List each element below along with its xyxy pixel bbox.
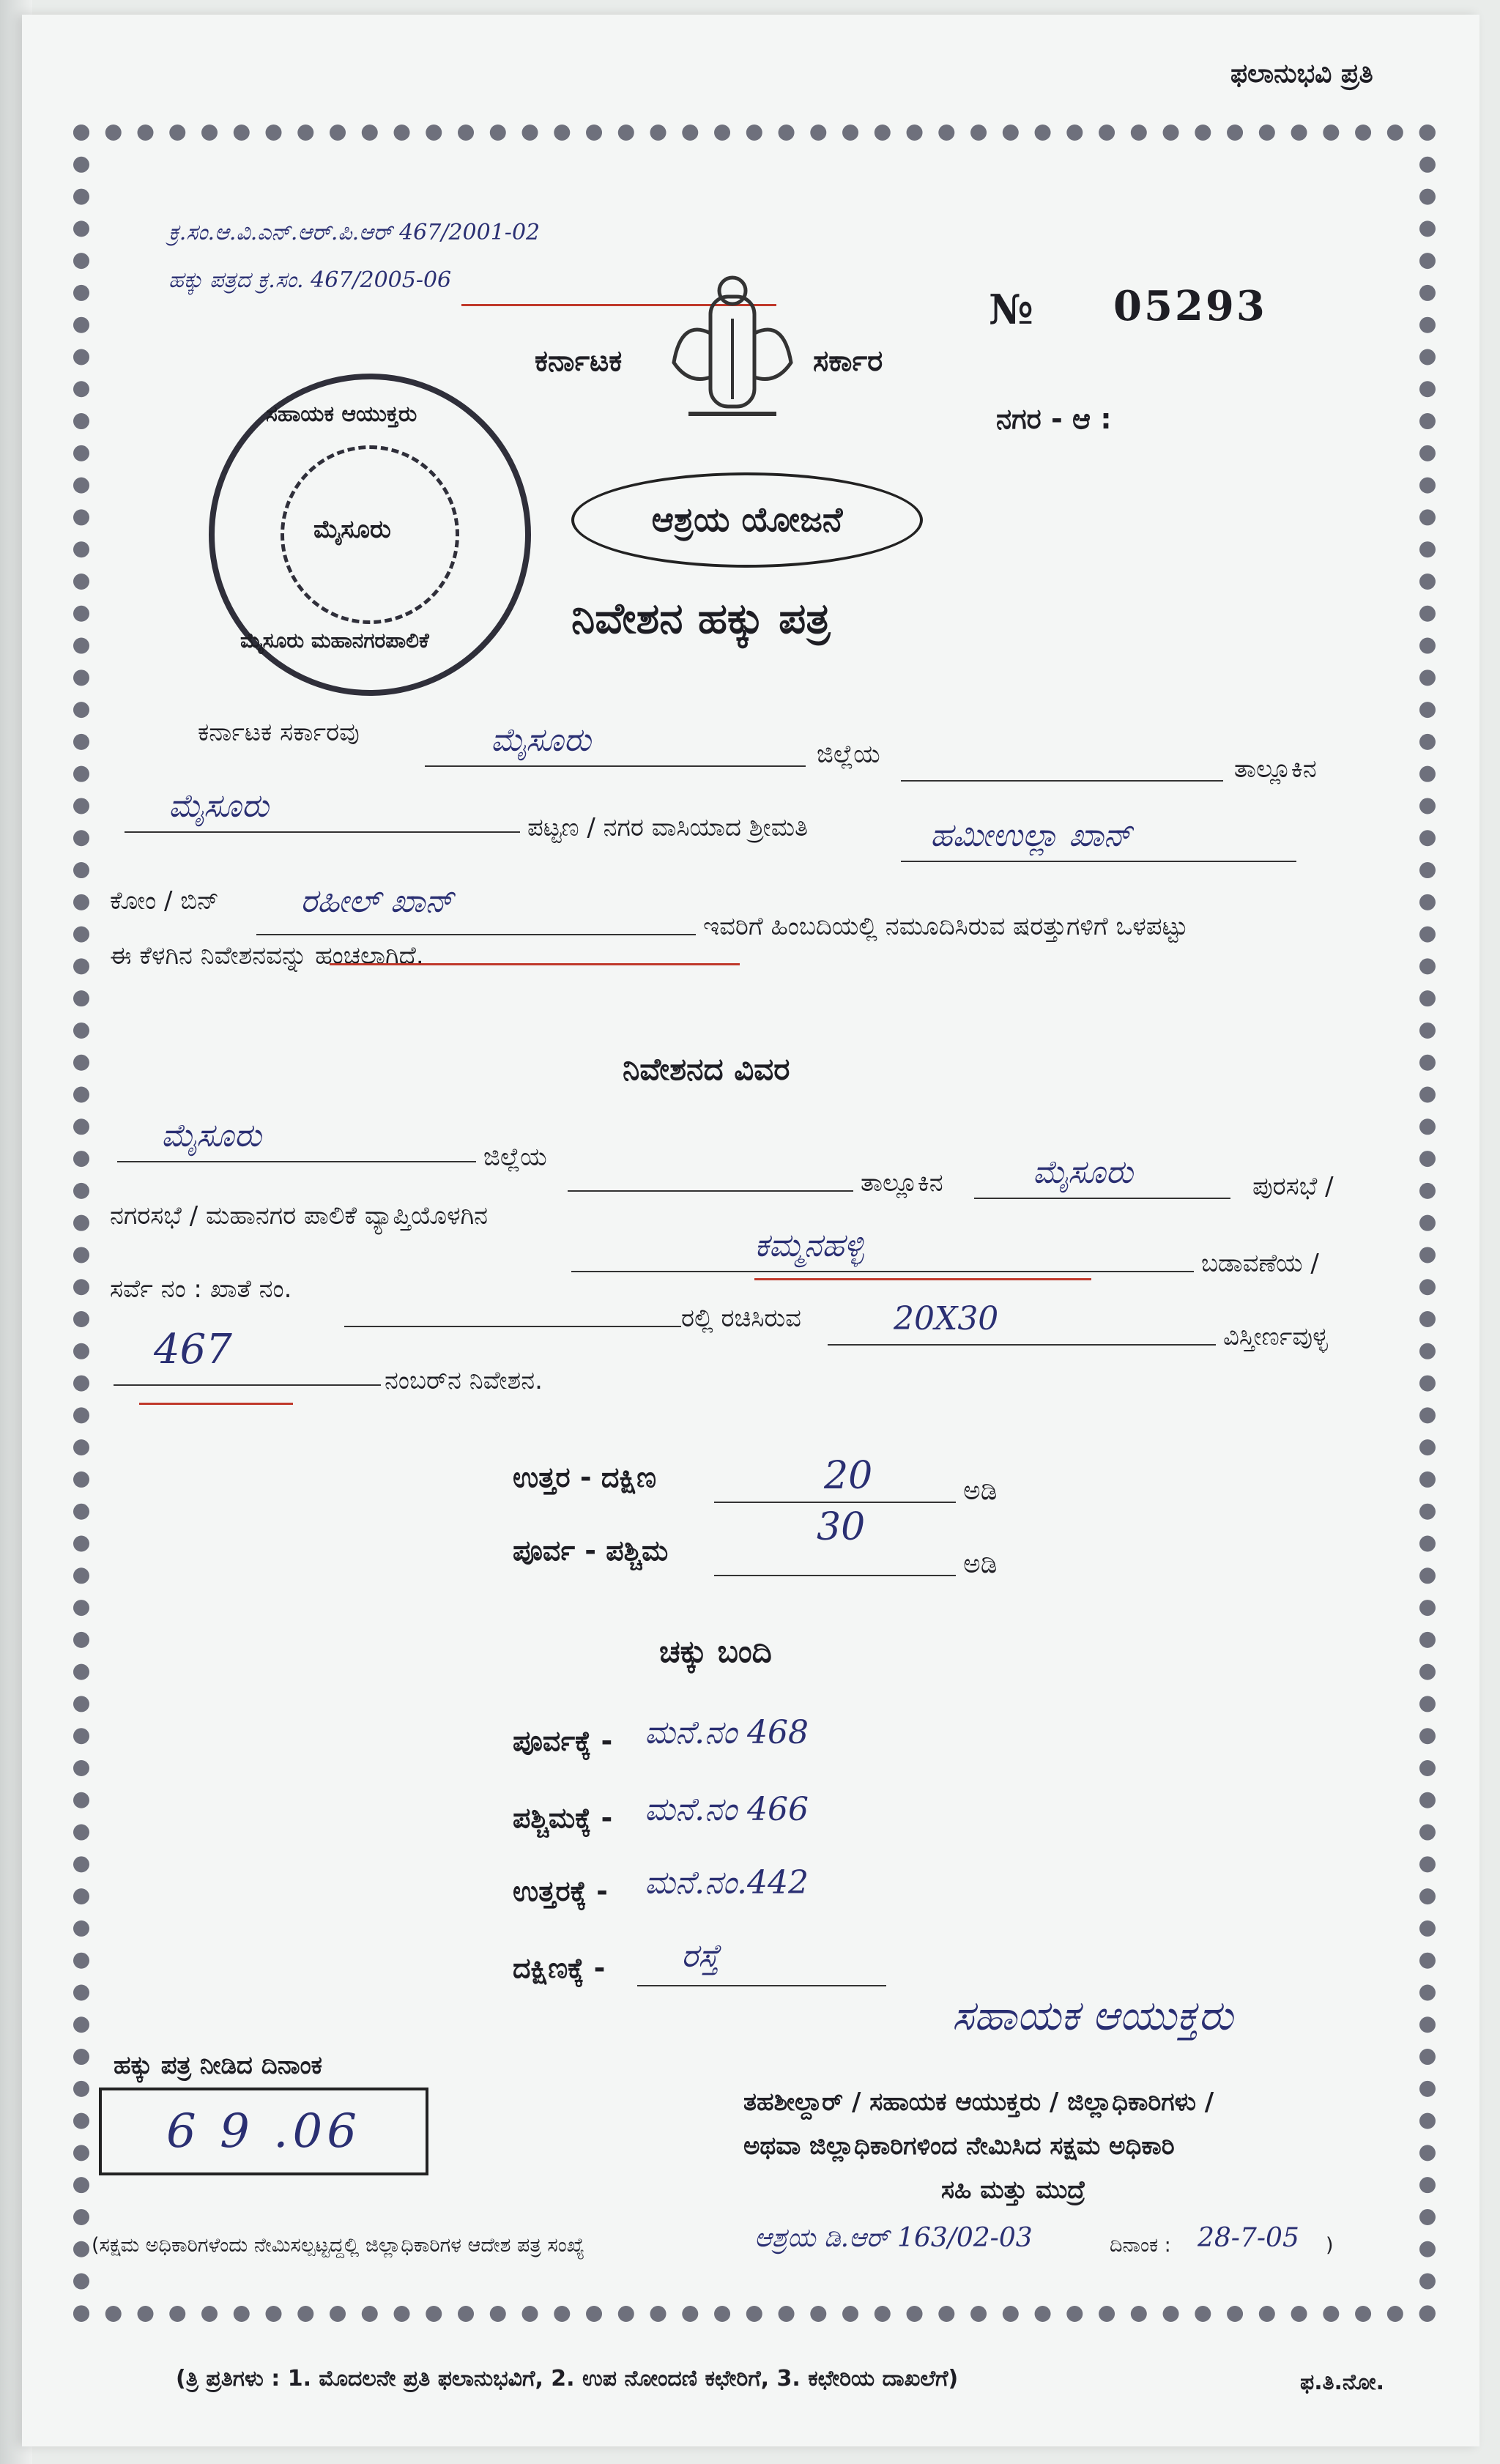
north-south-line	[714, 1502, 956, 1503]
order-number: ಆಶ್ರಯ ಡಿ.ಆರ್ 163/02-03	[754, 2223, 1033, 2253]
para-line1-b: ಜಿಲ್ಲೆಯ	[817, 740, 880, 769]
site-taluk-blank-line	[568, 1190, 853, 1192]
gov-left-text: ಕರ್ನಾಟಕ	[535, 344, 623, 378]
north-south-label: ಉತ್ತರ - ದಕ್ಷಿಣ	[513, 1461, 657, 1493]
gov-right-text: ಸರ್ಕಾರ	[813, 344, 883, 378]
city-label: ನಗರ - ಆ :	[996, 403, 1112, 435]
number-symbol: №	[989, 286, 1033, 334]
east-west-unit: ಅಡಿ	[963, 1549, 998, 1579]
issue-date-box	[99, 2088, 428, 2175]
beneficiary-name: ಹಮೀಉಲ್ಲಾ ಖಾನ್	[930, 817, 1132, 854]
site-district-line	[117, 1161, 476, 1162]
east-boundary-label: ಪೂರ್ವಕ್ಕೆ -	[513, 1725, 613, 1757]
district-field-line	[425, 765, 806, 767]
layout-value: ಕಮ್ಮನಹಳ್ಳಿ	[754, 1227, 864, 1264]
para-line4: ಈ ಕೆಳಗಿನ ನಿವೇಶನವನ್ನು ಹಂಚಲಾಗಿದೆ.	[110, 941, 424, 971]
karnataka-emblem-icon	[667, 275, 798, 431]
site-line1-b: ತಾಲ್ಲೂಕಿನ	[861, 1168, 943, 1198]
layout-field-line	[571, 1271, 1194, 1272]
east-west-label: ಪೂರ್ವ - ಪಶ್ಚಿಮ	[513, 1535, 669, 1567]
site-line1-c: ಪುರಸಭೆ /	[1252, 1172, 1334, 1201]
document-title: ನಿವೇಶನ ಹಕ್ಕು ಪತ್ರ	[571, 593, 831, 643]
east-boundary-value: ಮನೆ.ನಂ 468	[645, 1714, 809, 1751]
taluk-field-line	[901, 780, 1223, 782]
site-line4-a: ನಂಬರ್‌ನ ನಿವೇಶನ.	[385, 1366, 543, 1395]
north-boundary-label: ಉತ್ತರಕ್ಕೆ -	[513, 1875, 608, 1907]
site-line3-a: ಸರ್ವೆ ನಂ : ಖಾತೆ ನಂ.	[110, 1274, 292, 1304]
signature-scrawl: ಸಹಾಯಕ ಆಯುಕ್ತರು	[952, 1992, 1233, 2040]
north-south-unit: ಅಡಿ	[963, 1476, 998, 1506]
para-line1-a: ಕರ್ನಾಟಕ ಸರ್ಕಾರವು	[198, 718, 360, 747]
underline	[139, 1403, 293, 1405]
west-boundary-label: ಪಶ್ಚಿಮಕ್ಕೆ -	[513, 1802, 613, 1834]
copy-label: ಫಲಾನುಭವಿ ಪ್ರತಿ	[1230, 59, 1373, 89]
site-taluk-value: ಮೈಸೂರು	[1033, 1154, 1133, 1191]
east-west-value: 30	[817, 1505, 866, 1549]
issue-date-value: 6 9 .06	[166, 2104, 361, 2159]
copies-note: (ತ್ರಿ ಪ್ರತಿಗಳು : 1. ಮೊದಲನೇ ಪ್ರತಿ ಫಲಾನುಭವಿಗೆ, 2. ಉಪ ನೋಂದಣಿ ಕಛೇರಿಗೆ, 3. ಕಛೇರಿಯ ದಾಖಲೆಗೆ)	[176, 2366, 959, 2391]
order-date-label: ದಿನಾಂಕ :	[1110, 2234, 1171, 2257]
form-code: ಫ.ತಿ.ನೋ.	[1300, 2370, 1384, 2395]
area-field-line	[828, 1344, 1216, 1346]
seal-outer-text: ಸಹಾಯಕ ಆಯುಕ್ತರು	[266, 401, 417, 427]
para-line2-a: ಪಟ್ಟಣ / ನಗರ ವಾಸಿಯಾದ ಶ್ರೀಮತಿ	[527, 813, 809, 842]
site-line1-a: ಜಿಲ್ಲೆಯ	[483, 1143, 547, 1172]
para-line3-b: ಇವರಿಗೆ ಹಿಂಬದಿಯಲ್ಲಿ ನಮೂದಿಸಿರುವ ಷರತ್ತುಗಳಿಗೆ ಒಳಪಟ್ಟು	[703, 912, 1189, 941]
west-boundary-value: ಮನೆ.ನಂ 466	[645, 1791, 809, 1828]
father-name-line	[256, 934, 696, 935]
site-line2-a: ನಗರಸಭೆ / ಮಹಾನಗರ ಪಾಲಿಕೆ ವ್ಯಾಪ್ತಿಯೊಳಗಿನ	[110, 1201, 489, 1231]
town-field-line	[125, 831, 520, 833]
district-value: ಮೈಸೂರು	[491, 721, 591, 759]
site-line3-b: ರಲ್ಲಿ ರಚಿಸಿರುವ	[681, 1304, 802, 1333]
south-boundary-label: ದಕ್ಷಿಣಕ್ಕೆ -	[513, 1952, 606, 1984]
underline	[754, 1278, 1091, 1280]
site-number-value: 467	[154, 1326, 232, 1373]
signatory-line-1: ತಹಶೀಲ್ದಾರ್ / ಸಹಾಯಕ ಆಯುಕ್ತರು / ಜಿಲ್ಲಾಧಿಕಾರಿಗಳು /	[743, 2088, 1214, 2117]
north-south-value: 20	[824, 1454, 873, 1498]
seal-center-text: ಮೈಸೂರು	[313, 515, 391, 544]
issue-date-label: ಹಕ್ಕು ಪತ್ರ ನೀಡಿದ ದಿನಾಂಕ	[114, 2051, 322, 2080]
site-details-heading: ನಿವೇಶನದ ವಿವರ	[623, 1051, 790, 1087]
town-value: ಮೈಸೂರು	[168, 787, 269, 825]
site-taluk-line	[974, 1198, 1230, 1199]
scheme-name-badge: ಆಶ್ರಯ ಯೋಜನೆ	[571, 472, 923, 568]
order-note-close: )	[1326, 2234, 1334, 2257]
south-boundary-value: ರಸ್ತೆ	[681, 1937, 720, 1975]
underline	[330, 963, 740, 965]
beneficiary-name-line	[901, 861, 1296, 862]
survey-field-line	[344, 1326, 681, 1327]
para-line3-a: ಕೋಂ / ಬಿನ್	[110, 886, 220, 916]
site-line2-b: ಬಡಾವಣೆಯ /	[1201, 1249, 1319, 1278]
reference-line-2: ಹಕ್ಕು ಪತ್ರದ ಕ್ರ.ಸಂ. 467/2005-06	[168, 267, 452, 293]
official-seal	[209, 374, 531, 696]
order-date: 28-7-05	[1198, 2223, 1299, 2253]
father-name: ರಹೀಲ್ ಖಾನ್	[300, 883, 454, 920]
reference-line-1: ಕ್ರ.ಸಂ.ಆ.ವಿ.ಎನ್.ಆರ್.ಪಿ.ಆರ್ 467/2001-02	[168, 220, 541, 245]
para-line1-c: ತಾಲ್ಲೂಕಿನ	[1234, 754, 1317, 784]
site-number-line	[114, 1384, 381, 1386]
document-page	[22, 15, 1479, 2446]
order-note-text: (ಸಕ್ಷಮ ಅಧಿಕಾರಿಗಳೆಂದು ನೇಮಿಸಲ್ಪಟ್ಟದ್ದಲ್ಲಿ ಜಿಲ್ಲಾಧಿಕಾರಿಗಳ ಆದೇಶ ಪತ್ರ ಸಂಖ್ಯೆ	[92, 2234, 585, 2257]
signatory-line-2: ಅಥವಾ ಜಿಲ್ಲಾಧಿಕಾರಿಗಳಿಂದ ನೇಮಿಸಿದ ಸಕ್ಷಮ ಅಧಿಕಾರಿ	[743, 2131, 1175, 2161]
north-boundary-value: ಮನೆ.ನಂ.442	[645, 1864, 809, 1901]
signatory-line-3: ಸಹಿ ಮತ್ತು ಮುದ್ರೆ	[941, 2175, 1086, 2205]
site-district-value: ಮೈಸೂರು	[161, 1117, 261, 1154]
site-size-value: 20X30	[894, 1300, 999, 1337]
seal-bottom-text: ಮೈಸೂರು ಮಹಾನಗರಪಾಲಿಕೆ	[240, 628, 429, 653]
serial-number: 05293	[1113, 282, 1267, 330]
site-line3-c: ವಿಸ್ತೀರ್ಣವುಳ್ಳ	[1223, 1322, 1328, 1351]
boundaries-heading: ಚಕ್ಕು ಬಂದಿ	[659, 1633, 772, 1669]
south-boundary-line	[637, 1985, 886, 1986]
east-west-line	[714, 1575, 956, 1576]
